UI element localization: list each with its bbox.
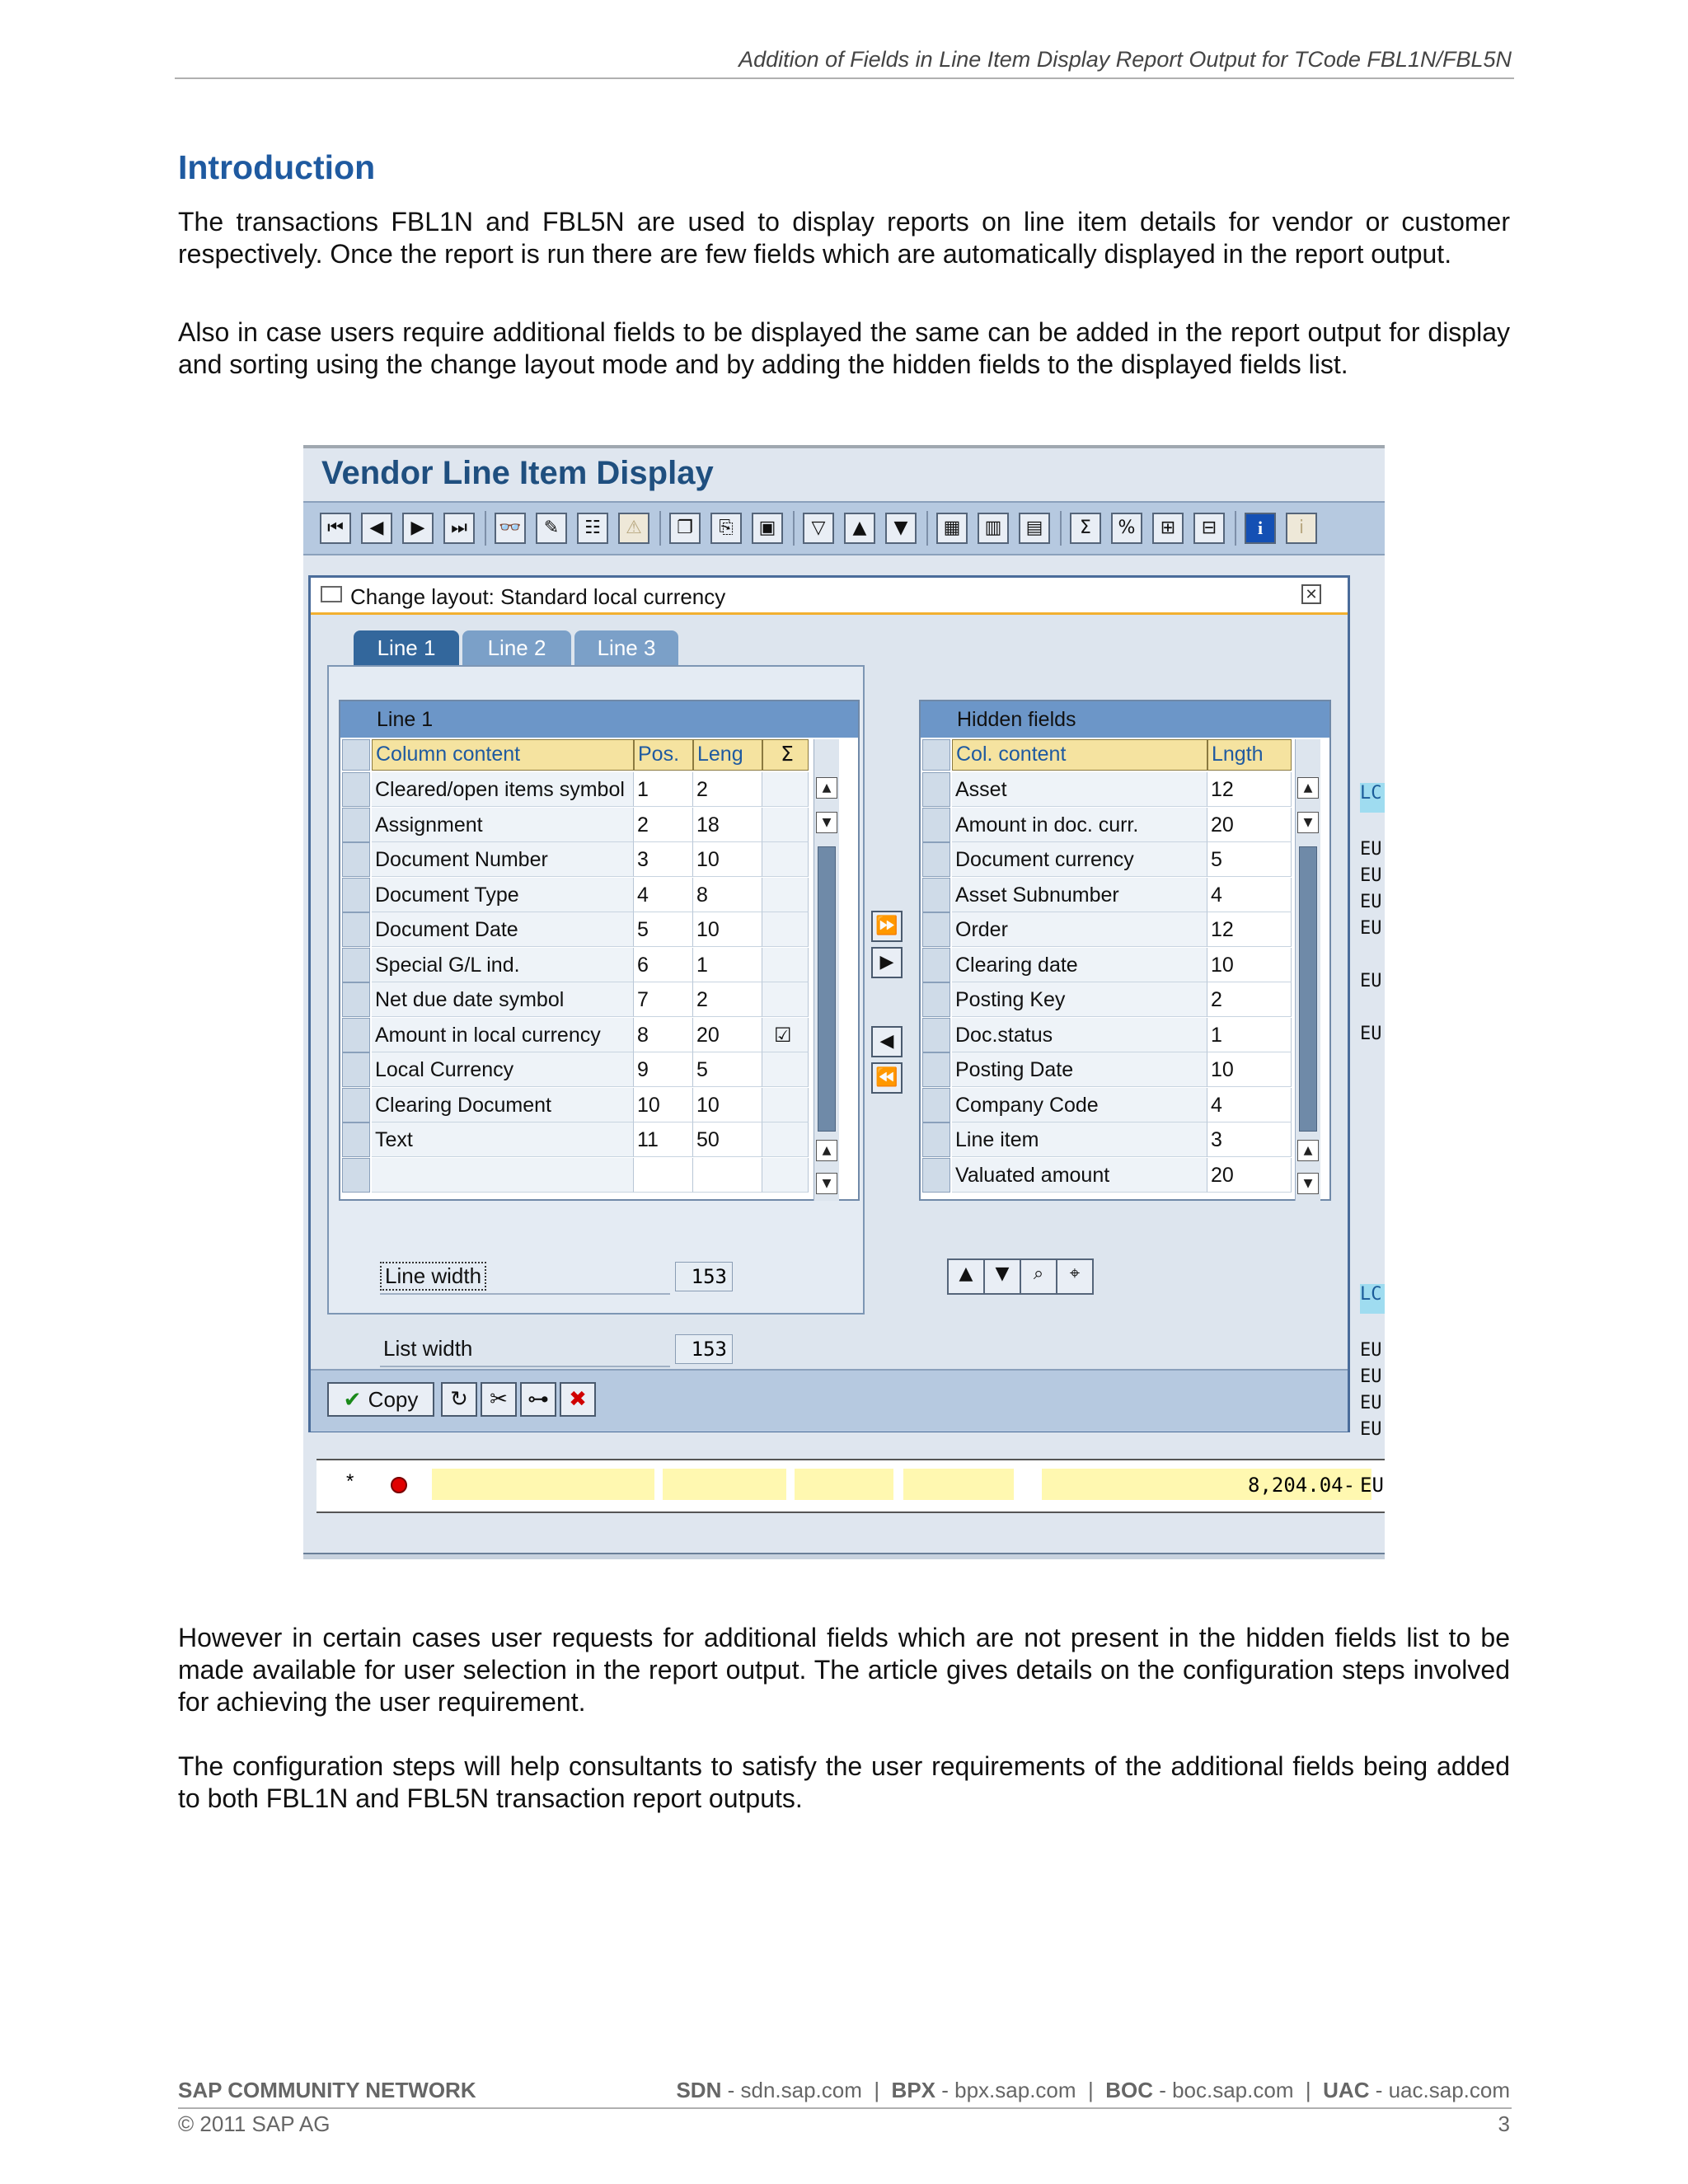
sum-checkbox-cell[interactable] [762, 808, 809, 842]
sort-ascending-icon[interactable]: ▲ [844, 513, 875, 544]
sum-icon[interactable]: Σ [1070, 513, 1101, 544]
table-cell[interactable]: 6 [634, 948, 693, 982]
sap-screenshot [303, 445, 1385, 1559]
table-cell[interactable]: Document Type [372, 878, 634, 912]
table-cell[interactable]: Document Number [372, 842, 634, 877]
table-cell[interactable]: Valuated amount [952, 1158, 1207, 1193]
header-title: Addition of Fields in Line Item Display Report Output for TCode FBL1N/FBL5N [738, 47, 1512, 72]
table-cell[interactable]: 20 [1207, 808, 1292, 842]
table-cell[interactable]: 8 [634, 1018, 693, 1052]
sum-checkbox-cell[interactable] [762, 1158, 809, 1193]
body-paragraph-1: However in certain cases user requests for additional fields which are not present in the hidden fields list to be made available for user selection in the report output. The article gives details on the configuration steps involved for achieving the user requirement. [178, 1623, 1510, 1717]
body-paragraph-2: The configuration steps will help consultants to satisfy the user requirements of the additional fields being added to both FBL1N and FBL5N transaction report outputs. [178, 1751, 1510, 1813]
remove-icon[interactable]: ⊟ [1193, 513, 1225, 544]
next-page-icon[interactable]: ▶ [402, 513, 434, 544]
total-amount: 8,204.04- [1248, 1474, 1356, 1497]
table-cell[interactable]: 3 [634, 842, 693, 877]
cut-icon[interactable]: ✂ [481, 1382, 517, 1417]
table-cell[interactable]: Asset Subnumber [952, 878, 1207, 912]
columns-icon[interactable]: ▥ [978, 513, 1009, 544]
layout-icon [321, 586, 342, 602]
row-selector[interactable] [922, 1052, 950, 1087]
total-currency: EU [1360, 1474, 1384, 1497]
table-cell [903, 1469, 1014, 1500]
footer-link-key: UAC [1323, 2078, 1370, 2102]
table-cell[interactable]: 10 [693, 842, 762, 877]
row-selector[interactable] [922, 982, 950, 1017]
change-layout-dialog [308, 575, 1350, 1432]
currency-column-header: LC [1360, 1284, 1385, 1314]
scroll-down-icon[interactable]: ▼ [1297, 812, 1319, 833]
footer-link[interactable]: uac.sap.com [1388, 2078, 1510, 2102]
find-next-icon[interactable]: ⌖ [1056, 1258, 1094, 1295]
warning-icon[interactable]: ⚠ [618, 513, 649, 544]
copy-icon[interactable]: ⎘ [710, 513, 742, 544]
footer-link[interactable]: sdn.sap.com [740, 2078, 862, 2102]
glasses-icon[interactable]: 👓 [495, 513, 526, 544]
currency-cell: EU [1360, 1024, 1382, 1044]
row-selector[interactable] [922, 808, 950, 842]
sum-icon[interactable]: Σ [762, 739, 809, 771]
info-icon[interactable]: i [1245, 513, 1276, 544]
table-cell[interactable]: 10 [693, 912, 762, 947]
footer-link-key: SDN [676, 2078, 722, 2102]
status-red-icon [391, 1477, 407, 1493]
table-cell[interactable]: 10 [634, 1088, 693, 1122]
hierarchy-icon[interactable]: ⊶ [520, 1382, 556, 1417]
table-cell[interactable]: 10 [693, 1088, 762, 1122]
grid-icon[interactable]: ▦ [936, 513, 968, 544]
copy-label: Copy [368, 1387, 419, 1412]
table-cell[interactable]: Line item [952, 1122, 1207, 1157]
table-cell[interactable]: 2 [693, 772, 762, 807]
scroll-up-icon[interactable]: ▲ [1297, 1140, 1319, 1161]
table-cell[interactable]: Document Date [372, 912, 634, 947]
sum-checkbox-cell[interactable] [762, 842, 809, 877]
footer-link[interactable]: boc.sap.com [1172, 2078, 1294, 2102]
divider [178, 2107, 1512, 2109]
table-cell[interactable]: Document currency [952, 842, 1207, 877]
table-cell[interactable]: 5 [1207, 842, 1292, 877]
table-cell[interactable]: 1 [1207, 1018, 1292, 1052]
subtotal-icon[interactable]: % [1111, 513, 1142, 544]
currency-cell: EU [1360, 971, 1382, 991]
check-icon: ✔ [343, 1388, 362, 1413]
footer-link[interactable]: bpx.sap.com [954, 2078, 1076, 2102]
row-selector[interactable] [922, 1018, 950, 1052]
toolbar-separator [1235, 511, 1236, 546]
row-selector[interactable] [922, 842, 950, 877]
detail-icon[interactable]: ▣ [752, 513, 783, 544]
row-selector[interactable] [342, 1158, 370, 1193]
table-cell[interactable]: 9 [634, 1052, 693, 1087]
scroll-up-icon[interactable]: ▲ [816, 777, 837, 799]
footer-org: SAP COMMUNITY NETWORK [178, 2078, 476, 2102]
footer-link-key: BPX [891, 2078, 936, 2102]
copy-button[interactable] [327, 1382, 434, 1417]
first-page-icon[interactable]: ⏮ [320, 513, 351, 544]
currency-cell: EU [1360, 839, 1382, 860]
column-header-content[interactable]: Col. content [952, 739, 1207, 771]
move-all-right-icon[interactable]: ⏩ [871, 911, 903, 942]
tab-line-2[interactable]: Line 2 [462, 630, 571, 665]
toolbar-separator [926, 511, 928, 546]
select-all-cell[interactable] [342, 739, 370, 771]
intro-paragraph-1: The transactions FBL1N and FBL5N are used to display reports on line item details for vendor or customer respectively. Once the report is run there are few fields which are automatically displayed in the report output. [178, 207, 1510, 269]
table-cell[interactable]: Clearing date [952, 948, 1207, 982]
currency-cell: EU [1360, 1340, 1382, 1361]
currency-column-header: LC [1360, 783, 1385, 813]
table-cell[interactable]: 2 [1207, 982, 1292, 1017]
table-cell[interactable]: 7 [634, 982, 693, 1017]
sort-ascending-icon[interactable]: ▲ [947, 1258, 985, 1295]
sum-checkbox-cell[interactable] [762, 982, 809, 1017]
dialog-title: Change layout: Standard local currency [350, 584, 726, 609]
tab-line-3[interactable]: Line 3 [574, 630, 678, 665]
table-cell[interactable]: 12 [1207, 772, 1292, 807]
table-cell[interactable]: Clearing Document [372, 1088, 634, 1122]
table-cell[interactable]: Company Code [952, 1088, 1207, 1122]
toolbar-separator [659, 511, 661, 546]
sort-descending-icon[interactable]: ▼ [983, 1258, 1021, 1295]
row-selector[interactable] [342, 982, 370, 1017]
select-all-cell[interactable] [922, 739, 950, 771]
table-cell[interactable]: Assignment [372, 808, 634, 842]
row-selector[interactable] [342, 878, 370, 912]
row-selector[interactable] [342, 1122, 370, 1157]
table-cell[interactable]: Local Currency [372, 1052, 634, 1087]
scroll-down-icon[interactable]: ▼ [816, 1173, 837, 1194]
toolbar-separator [485, 511, 486, 546]
currency-cell: EU [1360, 918, 1382, 939]
last-page-icon[interactable]: ⏭ [443, 513, 475, 544]
row-selector[interactable] [922, 1088, 950, 1122]
row-selector[interactable] [342, 948, 370, 982]
row-selector[interactable] [342, 842, 370, 877]
table-cell[interactable]: 20 [1207, 1158, 1292, 1193]
row-selector[interactable] [922, 1122, 950, 1157]
filter-icon[interactable]: ▽ [803, 513, 834, 544]
currency-cell: EU [1360, 865, 1382, 886]
table-cell[interactable] [634, 1158, 693, 1193]
table-cell [432, 1469, 654, 1500]
scroll-thumb[interactable] [1299, 846, 1317, 1132]
table-cell[interactable]: Cleared/open items symbol [372, 772, 634, 807]
vertical-scrollbar[interactable] [814, 739, 839, 1201]
table-cell[interactable]: 10 [1207, 948, 1292, 982]
currency-cell: EU [1360, 892, 1382, 912]
info-disabled-icon: i [1286, 513, 1317, 544]
toolbar-separator [793, 511, 795, 546]
sum-checkbox-cell[interactable] [762, 1122, 809, 1157]
close-icon[interactable]: ✕ [1301, 584, 1321, 604]
toolbar-separator [1060, 511, 1062, 546]
line-width-label: Line width [380, 1262, 486, 1291]
table-cell[interactable]: Posting Date [952, 1052, 1207, 1087]
footer-links: SDN - sdn.sap.com | BPX - bpx.sap.com | BOC - boc.sap.com | UAC - uac.sap.com [676, 2078, 1510, 2102]
table-cell[interactable]: 5 [634, 912, 693, 947]
currency-cell: EU [1360, 1393, 1382, 1413]
divider [380, 1293, 670, 1295]
sort-descending-icon[interactable]: ▼ [885, 513, 917, 544]
find-icon[interactable]: ⌕ [1020, 1258, 1057, 1295]
table-cell[interactable]: 3 [1207, 1122, 1292, 1157]
table-cell[interactable]: Order [952, 912, 1207, 947]
scroll-down-icon[interactable]: ▼ [816, 812, 837, 833]
table-cell[interactable]: Amount in local currency [372, 1018, 634, 1052]
table-cell[interactable]: Special G/L ind. [372, 948, 634, 982]
total-marker: * [346, 1470, 354, 1493]
table-cell[interactable]: 2 [634, 808, 693, 842]
table-cell[interactable]: Asset [952, 772, 1207, 807]
select-icon[interactable]: ☷ [577, 513, 608, 544]
sum-checkbox-cell[interactable] [762, 912, 809, 947]
table-cell[interactable]: 50 [693, 1122, 762, 1157]
documents-icon[interactable]: ❐ [669, 513, 701, 544]
table-cell[interactable] [372, 1158, 634, 1193]
section-heading: Introduction [178, 148, 376, 186]
cancel-icon[interactable]: ✖ [560, 1382, 596, 1417]
add-icon[interactable]: ⊞ [1152, 513, 1184, 544]
copyright: © 2011 SAP AG [178, 2111, 331, 2136]
grid-header: Line 1 [340, 701, 858, 738]
application-toolbar [303, 501, 1385, 555]
refresh-icon[interactable]: ↻ [441, 1382, 477, 1417]
page-header [175, 46, 1514, 79]
table-cell[interactable]: Doc.status [952, 1018, 1207, 1052]
move-left-icon[interactable]: ◀ [871, 1026, 903, 1057]
table-cell[interactable]: Net due date symbol [372, 982, 634, 1017]
checkbox-checked-icon[interactable]: ☑ [774, 1023, 792, 1047]
sum-checkbox-cell[interactable] [762, 1018, 809, 1052]
scroll-down-icon[interactable]: ▼ [1297, 1173, 1319, 1194]
total-row [316, 1459, 1385, 1513]
table-cell[interactable]: 18 [693, 808, 762, 842]
table-cell[interactable]: 8 [693, 878, 762, 912]
scroll-up-icon[interactable]: ▲ [1297, 777, 1319, 799]
table-cell[interactable]: 12 [1207, 912, 1292, 947]
row-selector[interactable] [342, 1088, 370, 1122]
sum-checkbox-cell[interactable] [762, 1052, 809, 1087]
move-all-left-icon[interactable]: ⏪ [871, 1062, 903, 1094]
row-selector[interactable] [922, 1158, 950, 1193]
column-header-length[interactable]: Lngth [1207, 739, 1292, 771]
column-header-length[interactable]: Leng [693, 739, 762, 771]
displayed-columns-grid [339, 700, 860, 1201]
row-selector[interactable] [342, 912, 370, 947]
row-selector[interactable] [342, 1018, 370, 1052]
line-width-value: 153 [675, 1262, 733, 1291]
table-cell[interactable]: Text [372, 1122, 634, 1157]
row-selector[interactable] [922, 912, 950, 947]
row-selector[interactable] [922, 878, 950, 912]
table-cell[interactable]: 11 [634, 1122, 693, 1157]
dialog-button-bar [311, 1369, 1348, 1432]
table-cell[interactable]: Posting Key [952, 982, 1207, 1017]
layout-icon[interactable]: ▤ [1019, 513, 1050, 544]
scroll-thumb[interactable] [818, 846, 836, 1132]
row-selector[interactable] [342, 772, 370, 807]
dialog-title-bar [311, 578, 1348, 615]
row-selector[interactable] [342, 1052, 370, 1087]
currency-cell: EU [1360, 1419, 1382, 1440]
screen-title: Vendor Line Item Display [321, 455, 714, 491]
table-cell[interactable]: 1 [693, 948, 762, 982]
row-selector[interactable] [922, 772, 950, 807]
sum-checkbox-cell[interactable] [762, 772, 809, 807]
table-cell[interactable]: 10 [1207, 1052, 1292, 1087]
column-header-position[interactable]: Pos. [634, 739, 693, 771]
hidden-fields-grid [919, 700, 1331, 1201]
list-width-value: 153 [675, 1334, 733, 1364]
intro-paragraph-2: Also in case users require additional fields to be displayed the same can be added in the report output for display and sorting using the change layout mode and by adding the hidden fields to the displayed fields list. [178, 317, 1510, 379]
divider [303, 445, 1385, 448]
table-cell[interactable]: 5 [693, 1052, 762, 1087]
status-strip [303, 1553, 1385, 1559]
table-cell[interactable] [693, 1158, 762, 1193]
footer-link-key: BOC [1105, 2078, 1153, 2102]
table-cell[interactable]: 1 [634, 772, 693, 807]
table-cell[interactable]: 4 [1207, 878, 1292, 912]
sum-checkbox-cell[interactable] [762, 948, 809, 982]
table-cell [663, 1469, 786, 1500]
vertical-scrollbar[interactable] [1295, 739, 1320, 1201]
scroll-up-icon[interactable]: ▲ [816, 1140, 837, 1161]
pencil-icon[interactable]: ✎ [536, 513, 567, 544]
sum-checkbox-cell[interactable] [762, 1088, 809, 1122]
move-right-icon[interactable]: ▶ [871, 947, 903, 978]
column-header-content[interactable]: Column content [372, 739, 634, 771]
table-cell[interactable]: 2 [693, 982, 762, 1017]
table-cell[interactable]: 4 [1207, 1088, 1292, 1122]
currency-cell: EU [1360, 1366, 1382, 1387]
table-cell[interactable]: 4 [634, 878, 693, 912]
table-cell [795, 1469, 893, 1500]
tab-line-1[interactable]: Line 1 [354, 630, 459, 665]
sum-checkbox-cell[interactable] [762, 878, 809, 912]
divider [380, 1366, 670, 1367]
previous-page-icon[interactable]: ◀ [361, 513, 392, 544]
table-cell[interactable]: 20 [693, 1018, 762, 1052]
row-selector[interactable] [342, 808, 370, 842]
page-number: 3 [1498, 2111, 1510, 2136]
table-cell[interactable]: Amount in doc. curr. [952, 808, 1207, 842]
list-width-label: List width [383, 1336, 473, 1361]
row-selector[interactable] [922, 948, 950, 982]
grid-header: Hidden fields [921, 701, 1329, 738]
